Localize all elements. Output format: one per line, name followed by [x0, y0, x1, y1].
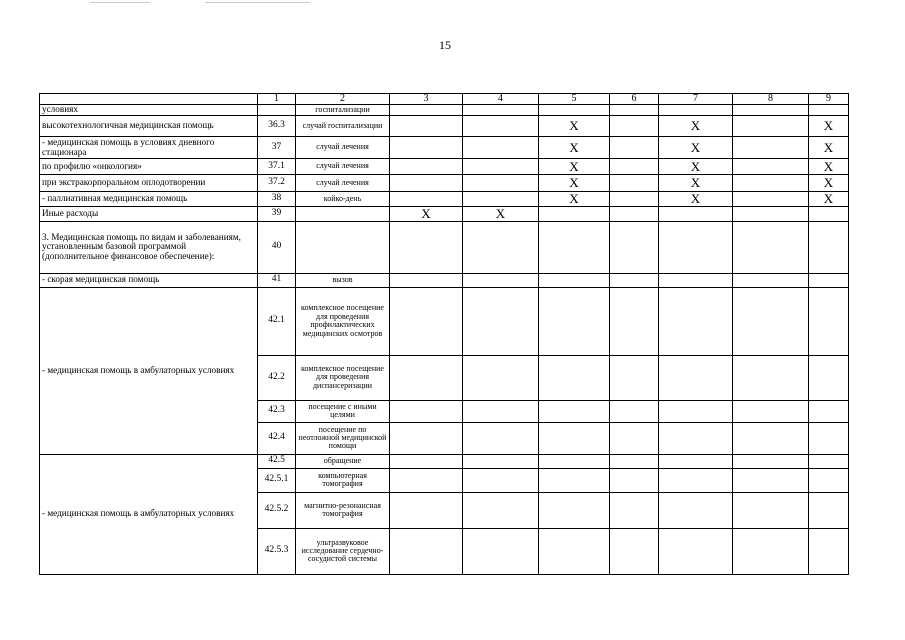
value-cell-col-9 — [809, 273, 849, 287]
row-number: 42.5.3 — [258, 528, 296, 574]
value-cell-col-5 — [539, 221, 610, 273]
value-cell-col-7: X — [659, 116, 733, 137]
value-cell-col-5 — [539, 528, 610, 574]
value-cell-col-6 — [610, 137, 659, 159]
value-cell-col-7 — [659, 492, 733, 528]
value-cell-col-3 — [390, 454, 463, 468]
table-row — [40, 273, 849, 287]
value-cell-col-6 — [610, 468, 659, 492]
row-number: 42.3 — [258, 400, 296, 422]
row-number: 40 — [258, 221, 296, 273]
value-cell-col-5 — [539, 287, 610, 355]
table-row — [40, 207, 849, 222]
value-cell-col-6 — [610, 221, 659, 273]
row-number — [258, 105, 296, 116]
value-cell-col-9 — [809, 207, 849, 222]
unit-of-measure: посещение с иными целями — [296, 400, 390, 422]
unit-of-measure: ультразвуковое исследование сердечно-сосудистой системы — [296, 528, 390, 574]
unit-of-measure: магнитно-резонансная томография — [296, 492, 390, 528]
scan-mark — [205, 2, 310, 3]
column-number-6: 6 — [610, 94, 659, 105]
table-row — [40, 287, 849, 355]
value-cell-col-7: X — [659, 159, 733, 175]
unit-of-measure: койко-день — [296, 192, 390, 207]
unit-of-measure: посещение по неотложной медицинской помощи — [296, 422, 390, 454]
value-cell-col-7 — [659, 221, 733, 273]
value-cell-col-3: X — [390, 207, 463, 222]
value-cell-col-8 — [733, 105, 809, 116]
value-cell-col-3 — [390, 116, 463, 137]
unit-of-measure: госпитализации — [296, 105, 390, 116]
value-cell-col-4 — [463, 422, 539, 454]
value-cell-col-4 — [463, 454, 539, 468]
value-cell-col-6 — [610, 159, 659, 175]
table-row — [40, 116, 849, 137]
row-number: 42.5 — [258, 454, 296, 468]
table-row — [40, 192, 849, 207]
unit-of-measure — [296, 221, 390, 273]
row-name: 3. Медицинская помощь по видам и заболеваниям, установленным базовой программой (дополнительное финансовое обеспечение): — [40, 221, 258, 273]
value-cell-col-3 — [390, 528, 463, 574]
value-cell-col-4 — [463, 175, 539, 192]
value-cell-col-7 — [659, 287, 733, 355]
value-cell-col-6 — [610, 175, 659, 192]
unit-of-measure: случай госпитализации — [296, 116, 390, 137]
value-cell-col-8 — [733, 400, 809, 422]
value-cell-col-6 — [610, 116, 659, 137]
row-number: 41 — [258, 273, 296, 287]
unit-of-measure: обращение — [296, 454, 390, 468]
value-cell-col-3 — [390, 355, 463, 400]
table-row — [40, 221, 849, 273]
value-cell-col-9: X — [809, 116, 849, 137]
value-cell-col-6 — [610, 454, 659, 468]
table-row — [40, 159, 849, 175]
column-number-8: 8 — [733, 94, 809, 105]
value-cell-col-6 — [610, 355, 659, 400]
value-cell-col-7 — [659, 105, 733, 116]
value-cell-col-3 — [390, 175, 463, 192]
value-cell-col-7 — [659, 400, 733, 422]
value-cell-col-3 — [390, 287, 463, 355]
value-cell-col-6 — [610, 207, 659, 222]
row-number: 42.2 — [258, 355, 296, 400]
value-cell-col-5 — [539, 355, 610, 400]
row-number: 42.1 — [258, 287, 296, 355]
value-cell-col-8 — [733, 137, 809, 159]
value-cell-col-8 — [733, 468, 809, 492]
value-cell-col-9 — [809, 400, 849, 422]
value-cell-col-9: X — [809, 175, 849, 192]
value-cell-col-5 — [539, 105, 610, 116]
value-cell-col-8 — [733, 287, 809, 355]
value-cell-col-3 — [390, 400, 463, 422]
value-cell-col-3 — [390, 221, 463, 273]
row-name: условиях — [40, 105, 258, 116]
value-cell-col-9 — [809, 287, 849, 355]
report-table — [39, 93, 849, 575]
group-name: - медицинская помощь в амбулаторных условиях — [40, 287, 258, 454]
value-cell-col-8 — [733, 273, 809, 287]
row-number: 37.2 — [258, 175, 296, 192]
row-number: 42.5.1 — [258, 468, 296, 492]
unit-of-measure — [296, 207, 390, 222]
value-cell-col-7 — [659, 528, 733, 574]
value-cell-col-5 — [539, 468, 610, 492]
value-cell-col-6 — [610, 422, 659, 454]
value-cell-col-8 — [733, 528, 809, 574]
value-cell-col-5: X — [539, 159, 610, 175]
value-cell-col-8 — [733, 159, 809, 175]
group-name: - медицинская помощь в амбулаторных условиях — [40, 454, 258, 574]
table-row — [40, 137, 849, 159]
unit-of-measure: вызов — [296, 273, 390, 287]
table-header-row — [40, 94, 849, 105]
value-cell-col-8 — [733, 192, 809, 207]
value-cell-col-3 — [390, 137, 463, 159]
value-cell-col-5: X — [539, 175, 610, 192]
value-cell-col-4 — [463, 116, 539, 137]
value-cell-col-4 — [463, 400, 539, 422]
value-cell-col-3 — [390, 422, 463, 454]
value-cell-col-5: X — [539, 192, 610, 207]
row-number: 42.5.2 — [258, 492, 296, 528]
value-cell-col-3 — [390, 192, 463, 207]
value-cell-col-7 — [659, 468, 733, 492]
column-number-5: 5 — [539, 94, 610, 105]
value-cell-col-9 — [809, 221, 849, 273]
unit-of-measure: случай лечения — [296, 159, 390, 175]
value-cell-col-5 — [539, 422, 610, 454]
value-cell-col-7 — [659, 355, 733, 400]
row-number: 39 — [258, 207, 296, 222]
value-cell-col-4: X — [463, 207, 539, 222]
value-cell-col-5 — [539, 454, 610, 468]
value-cell-col-6 — [610, 492, 659, 528]
value-cell-col-5 — [539, 492, 610, 528]
column-number-7: 7 — [659, 94, 733, 105]
row-number: 42.4 — [258, 422, 296, 454]
value-cell-col-6 — [610, 400, 659, 422]
column-number-1: 1 — [258, 94, 296, 105]
row-name: Иные расходы — [40, 207, 258, 222]
value-cell-col-4 — [463, 355, 539, 400]
value-cell-col-4 — [463, 468, 539, 492]
value-cell-col-8 — [733, 355, 809, 400]
value-cell-col-7: X — [659, 175, 733, 192]
table-body — [40, 94, 849, 575]
value-cell-col-7: X — [659, 192, 733, 207]
value-cell-col-3 — [390, 492, 463, 528]
value-cell-col-6 — [610, 287, 659, 355]
row-name: - скорая медицинская помощь — [40, 273, 258, 287]
value-cell-col-6 — [610, 528, 659, 574]
page-number: 15 — [439, 38, 451, 52]
value-cell-col-3 — [390, 105, 463, 116]
value-cell-col-7: X — [659, 137, 733, 159]
value-cell-col-5 — [539, 400, 610, 422]
row-name: - медицинская помощь в условиях дневного стационара — [40, 137, 258, 159]
value-cell-col-4 — [463, 273, 539, 287]
value-cell-col-7 — [659, 207, 733, 222]
unit-of-measure: комплексное посещение для проведения профилактических медицинских осмотров — [296, 287, 390, 355]
row-name: - паллиативная медицинская помощь — [40, 192, 258, 207]
row-number: 37 — [258, 137, 296, 159]
value-cell-col-8 — [733, 454, 809, 468]
value-cell-col-6 — [610, 273, 659, 287]
value-cell-col-3 — [390, 273, 463, 287]
value-cell-col-6 — [610, 192, 659, 207]
value-cell-col-4 — [463, 528, 539, 574]
value-cell-col-4 — [463, 492, 539, 528]
value-cell-col-7 — [659, 454, 733, 468]
value-cell-col-4 — [463, 192, 539, 207]
value-cell-col-3 — [390, 468, 463, 492]
row-number: 36.3 — [258, 116, 296, 137]
column-number-9: 9 — [809, 94, 849, 105]
value-cell-col-8 — [733, 492, 809, 528]
column-number-3: 3 — [390, 94, 463, 105]
unit-of-measure: случай лечения — [296, 137, 390, 159]
table-row — [40, 175, 849, 192]
unit-of-measure: комплексное посещение для проведения диспансеризации — [296, 355, 390, 400]
value-cell-col-6 — [610, 105, 659, 116]
value-cell-col-4 — [463, 159, 539, 175]
row-name: по профилю «онкология» — [40, 159, 258, 175]
value-cell-col-9 — [809, 105, 849, 116]
table-row — [40, 454, 849, 468]
column-number-2: 2 — [296, 94, 390, 105]
value-cell-col-9 — [809, 422, 849, 454]
value-cell-col-9: X — [809, 192, 849, 207]
value-cell-col-3 — [390, 159, 463, 175]
value-cell-col-9 — [809, 454, 849, 468]
value-cell-col-9 — [809, 355, 849, 400]
value-cell-col-7 — [659, 422, 733, 454]
value-cell-col-9 — [809, 468, 849, 492]
value-cell-col-8 — [733, 175, 809, 192]
unit-of-measure: компьютерная томография — [296, 468, 390, 492]
column-number-0 — [40, 94, 258, 105]
value-cell-col-9: X — [809, 137, 849, 159]
value-cell-col-9 — [809, 492, 849, 528]
unit-of-measure: случай лечения — [296, 175, 390, 192]
value-cell-col-8 — [733, 422, 809, 454]
value-cell-col-4 — [463, 105, 539, 116]
row-number: 38 — [258, 192, 296, 207]
table-row — [40, 105, 849, 116]
value-cell-col-8 — [733, 207, 809, 222]
value-cell-col-9: X — [809, 159, 849, 175]
value-cell-col-9 — [809, 528, 849, 574]
row-number: 37.1 — [258, 159, 296, 175]
value-cell-col-7 — [659, 273, 733, 287]
value-cell-col-5: X — [539, 137, 610, 159]
value-cell-col-8 — [733, 116, 809, 137]
value-cell-col-8 — [733, 221, 809, 273]
scan-mark — [90, 2, 150, 3]
row-name: высокотехнологичная медицинская помощь — [40, 116, 258, 137]
value-cell-col-4 — [463, 137, 539, 159]
row-name: при экстракорпоральном оплодотворении — [40, 175, 258, 192]
column-number-4: 4 — [463, 94, 539, 105]
value-cell-col-4 — [463, 287, 539, 355]
value-cell-col-4 — [463, 221, 539, 273]
value-cell-col-5 — [539, 207, 610, 222]
value-cell-col-5 — [539, 273, 610, 287]
value-cell-col-5: X — [539, 116, 610, 137]
